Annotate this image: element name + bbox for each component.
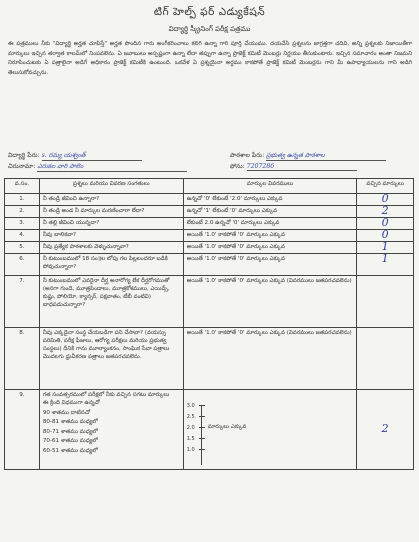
row-marks-rule: అయితే '1.0' కాకపోతే '0' మార్కులు ఎక్కువ [183, 254, 357, 276]
phone-value: 7207286 [247, 163, 357, 171]
col-number-header: వ.సం. [5, 179, 40, 194]
address-field: చిరునామా: ఎరుకల వారి పాలెం [8, 163, 187, 172]
grade-range-item: ఈ క్రింది విధముగా ఉన్నచో [42, 400, 100, 406]
school-name-label: పాఠశాల పేరు [230, 152, 263, 159]
row-marks-rule: లేకుంటే 2.0 ఉన్నచో '0' మార్కులు ఎక్కువ [183, 218, 357, 230]
row-marks-obtained [357, 328, 414, 390]
screening-table [4, 178, 414, 470]
scale-tick: 1.0 [186, 447, 195, 453]
row-marks-rule: అయితే '1.0' కాకపోతే '0' మార్కులు ఎక్కువ (వివరములు జతపరచవలెను) [183, 276, 357, 328]
row-question: నీ తండ్రి అండ నీ మార్కుల మరణించారా లేదా? [39, 206, 183, 218]
address-value: ఎరుకల వారి పాలెం [37, 163, 187, 172]
row-question: నీ తండ్రి జీవించి ఉన్నారా? [39, 194, 183, 206]
row-question: నీ తల్లి జీవించి యున్నదా? [39, 218, 183, 230]
row-number: 2. [5, 206, 40, 218]
row-number: 3. [5, 218, 40, 230]
intro-paragraph: ఈ పత్రములు నీకు "విద్యార్థి అర్హత చూపిస్తే" అర్హత పొందిన గారు అంగీకరించాలు కలిగి ఉన్నా గారి పూర్తి చేయుము. దయచేసి ప్రశ్నలను జాగ్రత్తగా చదివి, అన్ని ప్రశ్నలకు నిజాయితీగా మార్కులు ఇచ్చిన తర్వాత కాలమ్‌లో నింపవలెను. ఏ జవాబులు అస్పష్టంగా ఉన్నా లేదా తప్పుగా ఉన్నా ప్రాజెక్ట్ కమిటీ మెంబర్లు నిర్ణయం తీసుకుంటారు. ఇచ్చిన సమాచారం అంతా నిజమని నిరూపించుటకు ఏ పత్రాలైనా అడిగే అధికారం ప్రాజెక్ట్ కమిటీకి ఉంటుంది. ఒకవేళ ఏ ప్రశ్నయైనా అర్థము కాకపోతే ప్రాజెక్ట్ కమిటీ మెంబర్లను గాని మీ ఉపాధ్యాయులను గాని అడిగి తెలుసుకోవచ్చును. [8, 41, 412, 76]
scale-bracket [201, 405, 204, 465]
grade-range-item: 80-81 శాతము మధ్యలో [42, 419, 98, 425]
school-name-field: పాఠశాల పేరు: ప్రభుత్వ ఉన్నత పాఠశాల [230, 152, 386, 161]
scale-label: మార్కులు ఎక్కువ [207, 424, 247, 430]
marks-scale [187, 401, 354, 465]
student-name-label: విద్యార్థి పేరు [8, 152, 38, 159]
scale-tick: 2.5 [186, 414, 195, 420]
table-row [5, 206, 414, 218]
row-marks-rule: అయితే '1.0' కాకపోతే '0' మార్కులు ఎక్కువ [183, 230, 357, 242]
table-row [5, 242, 414, 254]
row-question: నీవు బాలికవా? [39, 230, 183, 242]
row-question: నీవు ఎక్కడైనా సంస్థ చేయబడిగా పని చేసావా? (వయస్సు పరిమితి, పరీక్ష ఫీజులు, ఆరోగ్య పరీక్షలు మరియు ప్రభుత్వ సంస్థలు) దీనికి గాను మూల్యాంకనం, సాంఘిక సేవా పత్రాలు మొదలగు ధ్రువీకరణ పత్రాలు జతపరచవలెను. [39, 328, 183, 390]
row-marks-obtained: 1 [357, 242, 414, 254]
phone-label: ఫోను [230, 163, 243, 170]
row-marks-rule: అయితే '1.0' కాకపోతే '0' మార్కులు ఎక్కువ (వివరములు జతపరచవలెను) [183, 328, 357, 390]
student-name-value: s. రమ్య యశ్వంత్ [42, 152, 142, 161]
row-question: నీవు ప్రత్యేక పాఠశాలకు వెళ్ళుచున్నావా? [39, 242, 183, 254]
phone-field: ఫోను: 7207286 [230, 163, 357, 171]
table-row [5, 390, 414, 470]
row-marks-rule: అయితే '1.0' కాకపోతే '0' మార్కులు ఎక్కువ [183, 242, 357, 254]
grade-range-item: 80-71 శాతము మధ్యలో [42, 428, 98, 435]
table-row [5, 254, 414, 276]
grade-range-list [43, 399, 180, 456]
table-row [5, 194, 414, 206]
row-marks-obtained: 0 [357, 218, 414, 230]
row-marks-obtained: 1 [357, 254, 414, 276]
row-question: నీ కుటుంబములో ఎవరైనా దీర్ఘ అనారోగ్య లేక దీర్ఘరోగముతో (అనగా గుండె, మూత్రపిండాలు, మూత్రకోశములు, ఎయిడ్స్, కుష్టు, పోలియో, క్యాన్సర్, పక్షవాతం, టీబీ వంటివి) బాధపడుచున్నారా? [39, 276, 183, 328]
row-marks-obtained [357, 390, 414, 470]
scale-tick: 1.5 [186, 436, 195, 442]
row-number: 5. [5, 242, 40, 254]
row-marks-rule [183, 390, 357, 470]
row-marks-obtained [357, 276, 414, 328]
address-label: చిరునామా [8, 163, 34, 170]
row-number: 6. [5, 254, 40, 276]
row-number: 4. [5, 230, 40, 242]
row9-question-title: గత సంవత్సరములో పరీక్షలో నీకు వచ్చిన సగటు మార్కులు [42, 392, 170, 398]
row-number: 1. [5, 194, 40, 206]
col-marks-header: మార్కుల వివరములు [183, 179, 357, 194]
form-title: టిగ్ హెల్ప్ ఫర్ ఎడ్యుకేషన్ [153, 6, 266, 18]
row-question [39, 390, 183, 470]
table-header-row [5, 179, 414, 194]
row-question: నీ కుటుంబములో 18 సం॥ల లోపు గల పిల్లలందరూ బడికి పోవుచున్నారా? [39, 254, 183, 276]
grade-range-item: 60-51 శాతము మధ్యలో [42, 447, 98, 454]
grade-range-item: 70-61 శాతము మధ్యలో [42, 438, 98, 444]
row-marks-obtained: 0 [357, 230, 414, 242]
table-row [5, 276, 414, 328]
row9-marks-value: 2 [381, 422, 389, 435]
col-question-header: ప్రశ్నలు మరియు వివరణ సంగతులు [39, 179, 183, 194]
table-row [5, 328, 414, 390]
scale-tick-labels [187, 401, 195, 456]
row-number: 7. [5, 276, 40, 328]
row-marks-rule: ఉన్నచో '1' లేకుంటే '0' మార్కులు ఎక్కువ [183, 206, 357, 218]
table-row [5, 230, 414, 242]
grade-range-item: 90 శాతము దాటినచో [42, 409, 91, 416]
row-marks-obtained: 2 [357, 206, 414, 218]
scale-tick: 2.0 [186, 425, 195, 431]
student-name-field: విద్యార్థి పేరు: s. రమ్య యశ్వంత్ [8, 152, 142, 161]
scale-tick: 3.0 [186, 403, 195, 409]
row-number: 8. [5, 328, 40, 390]
row-marks-obtained: 0 [357, 194, 414, 206]
school-name-value: ప్రభుత్వ ఉన్నత పాఠశాల [266, 152, 386, 161]
row-marks-rule: ఉన్నచో '0' లేకుంటే '2.0' మార్కులు ఎక్కువ [183, 194, 357, 206]
row-number: 9. [5, 390, 40, 470]
form-subtitle: విద్యార్థి స్క్రీనింగ్ పరీక్ష పత్రము [168, 25, 251, 33]
col-obtained-header: వచ్చిన మార్కులు [357, 179, 414, 194]
table-row [5, 218, 414, 230]
